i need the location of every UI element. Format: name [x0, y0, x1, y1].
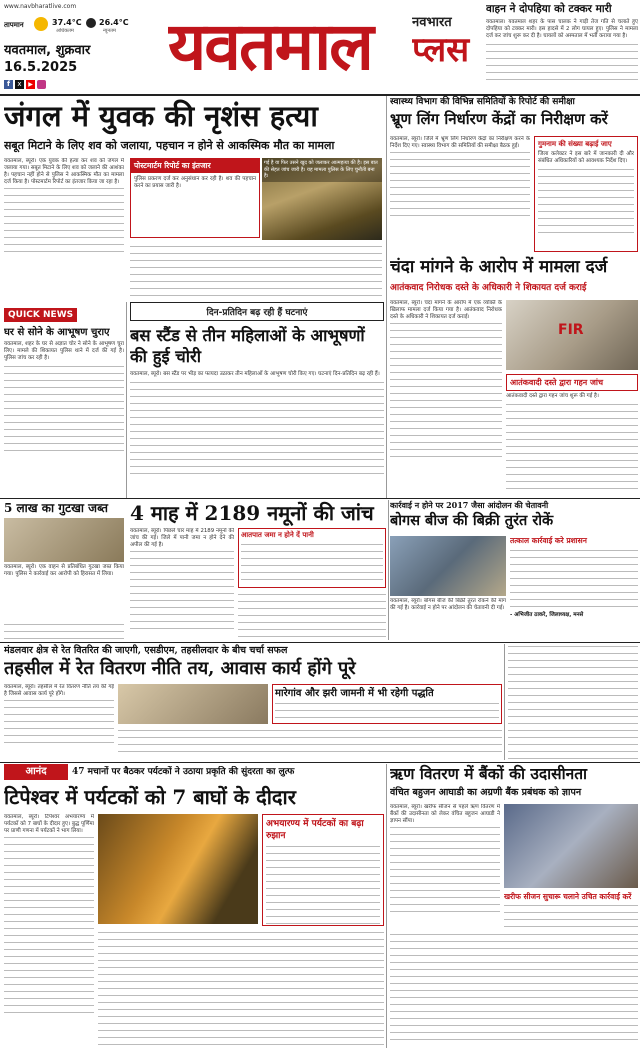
sand-callout	[272, 684, 502, 724]
bogus-quote-box	[510, 536, 638, 638]
top-right-body: यवतमाल। यवतमाल शहर के पास चालक ने गाड़ी तेज गति से चलाते हुए दोपहिया को टक्कर मारी। इस हादसे में 2 लोग घायल हुए। पुलिस ने मामला दर्ज कर जांच शुरू कर दी है। घायलों को अस्पताल में भर्ती कराया गया है।	[486, 19, 638, 40]
edition-date: 16.5.2025	[4, 60, 78, 75]
bus-story	[130, 302, 384, 498]
samples-box-title: आतपात जमा न होने दें पानी	[241, 531, 314, 539]
loan-photo	[504, 804, 638, 888]
bogus-photo	[390, 536, 506, 596]
website-url[interactable]: www.navbharatlive.com	[4, 3, 77, 10]
anand-box-title: अभयारण्य में पर्यटकों का बढ़ा रुझान	[266, 819, 364, 841]
loan-body: यवतमाल, ब्यूरो। खरीफ सीजन से पहले ऋण वितरण में बैंकों की उदासीनता को लेकर वंचित बहुजन आघाडी ने ज्ञापन सौंपा।	[390, 804, 500, 928]
sand-photo	[118, 684, 268, 724]
moon-icon	[86, 18, 96, 28]
sand-story	[4, 644, 502, 760]
quick-news-label: QUICK NEWS	[4, 308, 77, 322]
chanda-story	[390, 256, 638, 498]
temp-min-label: न्यूनतम	[103, 28, 116, 34]
temp-max-label: अधिकतम	[56, 28, 74, 34]
bogus-quote-title: तत्काल कार्रवाई करे प्रशासन	[510, 536, 587, 545]
health-headline: भ्रूण लिंग निर्धारण केंद्रों का निरीक्षण करें	[390, 110, 608, 128]
brand-top: नवभारत	[412, 15, 452, 30]
temp-max: 37.4°C	[52, 18, 82, 27]
lead-subhead: सबूत मिटाने के लिए शव को जलाया, पहचान न होने से आकस्मिक मौत का मामला	[4, 139, 335, 152]
chanda-headline: चंदा मांगने के आरोप में मामला दर्ज	[390, 257, 608, 277]
anand-headline: टिपेश्वर में पर्यटकों को 7 बाघों के दीदार	[4, 785, 296, 809]
anand-label: आनंद	[4, 764, 68, 780]
tiger-photo	[98, 814, 258, 924]
brand-bottom: प्लस	[412, 30, 470, 70]
top-right-story	[486, 2, 638, 96]
health-body: यवतमाल, ब्यूरो। जिले में भ्रूण लिंग निर्धारण केंद्रों का निरीक्षण करने के निर्देश दिए गए। स्वास्थ्य विभाग की समितियों की समीक्षा बैठक हुई।	[390, 136, 530, 254]
chanda-side-box	[506, 374, 638, 496]
samples-headline: 4 माह में 2189 नमूनों की जांच	[130, 501, 374, 525]
postmortem-box	[130, 158, 260, 238]
instagram-icon[interactable]	[37, 80, 46, 89]
social-icons	[4, 80, 64, 90]
loan-headline: ऋण वितरण में बैंकों की उदासीनता	[390, 764, 588, 783]
fir-label: FIR	[558, 322, 584, 338]
bogus-body: यवतमाल, ब्यूरो। बोगस बीज की बिक्री तुरंत रोकने की मांग की गई है। कार्रवाई न होने पर आंदोलन की चेतावनी दी गई।	[390, 598, 506, 612]
loan-story	[390, 764, 638, 1048]
bogus-kicker: कार्रवाई न होने पर 2017 जैसा आंदोलन की चेतावनी	[390, 500, 549, 510]
health-side-body: जिला कलेक्टर ने इस बारे में जानकारी दी और संबंधित अधिकारियों को आवश्यक निर्देश दिए।	[538, 151, 634, 165]
chanda-subhead: आतंकवाद निरोधक दस्ते के अधिकारी ने शिकायत दर्ज कराई	[390, 283, 587, 293]
sun-icon	[34, 17, 48, 31]
city-day: यवतमाल, शुक्रवार	[4, 43, 91, 58]
temp-min: 26.4°C	[99, 18, 129, 27]
gutkha-body: यवतमाल, ब्यूरो। एक वाहन से प्रतिबंधित गुटखा जब्त किया गया। पुलिस ने कार्रवाई कर आरोपी को हिरासत में लिया।	[4, 564, 124, 578]
sand-kicker: मंडलवार क्षेत्र से रेत वितरित की जाएगी, एसडीएम, तहसीलदार के बीच चर्चा सफल	[4, 645, 288, 656]
top-right-headline: वाहन ने दोपहिया को टक्कर मारी	[486, 3, 612, 15]
masthead-title: यवतमाल	[168, 7, 372, 85]
lead-photo	[262, 158, 382, 240]
anand-body-1: यवतमाल, ब्यूरो। टिपेश्वर अभयारण्य में पर्यटकों को 7 बाघों के दीदार हुए। बुद्ध पूर्णिमा पर प्राणी गणना में पर्यटकों ने भाग लिया।	[4, 814, 94, 1046]
samples-box	[238, 528, 386, 588]
chanda-side-body: आतंकवादी दस्ते द्वारा गहन जांच शुरू की गई है।	[506, 393, 599, 399]
postmortem-box-body: पुलिस प्रकरण दर्ज कर अनुसंधान कर रही है। शव की पहचान करने का प्रयास जारी है।	[134, 176, 256, 190]
bus-story-body: यवतमाल, ब्यूरो। बस स्टैंड पर भीड़ का फायदा उठाकर तीन महिलाओं के आभूषण चोरी किए गए। घटनाएं दिन-प्रतिदिन बढ़ रही हैं।	[130, 371, 380, 377]
sand-headline: तहसील में रेत वितरण नीति तय, आवास कार्य होंगे पूरे	[4, 658, 356, 679]
bogus-headline: बोगस बीज की बिक्री तुरंत रोकें	[390, 512, 554, 529]
postmortem-box-title: पोस्टमार्टम रिपोर्ट का इंतजार	[131, 159, 259, 173]
loan-subhead: वंचित बहुजन आघाडी का अग्रणी बैंक प्रबंधक को ज्ञापन	[390, 787, 582, 798]
chanda-side-title: आतंकवादी दस्ते द्वारा गहन जांच	[506, 374, 638, 391]
bogus-quote-name: - अभिजीत ठाकरे, जिलाध्यक्ष, मनसे	[510, 612, 584, 618]
health-kicker: स्वास्थ्य विभाग की विभिन्न समितियों के रिपोर्ट की समीक्षा	[390, 97, 575, 107]
health-story	[390, 96, 638, 256]
bus-story-headline: बस स्टैंड से तीन महिलाओं के आभूषणों की हुई चोरी	[130, 326, 365, 366]
loan-callout-title: खरीफ सीजन सुचारू चलाने उचित कार्रवाई करें	[504, 892, 632, 901]
gutkha-story	[4, 500, 124, 620]
sand-callout-text: मारेगांव और झरी जामनी में भी रहेगी पद्धति	[275, 688, 434, 699]
x-icon[interactable]: x	[15, 80, 24, 89]
loan-callout	[504, 892, 638, 928]
gutkha-photo	[4, 518, 124, 562]
bogus-story	[390, 500, 638, 640]
youtube-icon[interactable]: ▶	[26, 80, 35, 89]
sand-body: यवतमाल, ब्यूरो। तहसील में रेत वितरण नीति तय की गई है जिससे आवास कार्य पूरे होंगे।	[4, 684, 114, 760]
lead-photo-caption: गई है या फिर उसने खुद को जलाकर आत्महत्या की है। इस बात की सेहत जांच जारी है। यह मामला पुलिस के लिए चुनौती बना है।	[262, 158, 382, 182]
lead-headline: जंगल में युवक की नृशंस हत्या	[4, 99, 318, 133]
chanda-body: यवतमाल, ब्यूरो। चंदा मांगने के आरोप में एक व्यक्ति के खिलाफ मामला दर्ज किया गया है। आतंकवाद निरोधक दस्ते के अधिकारी ने शिकायत दर्ज कराई।	[390, 300, 502, 496]
bus-story-kicker: दिन-प्रतिदिन बढ़ रही हैं घटनाएं	[130, 302, 384, 321]
weather-label: तापमान	[4, 21, 24, 29]
weather-box	[4, 17, 164, 35]
samples-body: यवतमाल, ब्यूरो। पिछले चार माह में 2189 नमूनों की जांच की गई। जिले में पानी जमा न होने देने की अपील की गई है।	[130, 528, 234, 638]
health-side-box	[534, 136, 638, 252]
quick-news	[4, 302, 124, 498]
health-side-title: गुमनाम की संख्या बढ़ाई जाए	[538, 140, 612, 148]
anand-kicker: 47 मचानों पर बैठकर पर्यटकों ने उठाया प्रकृति की सुंदरता का लुत्फ	[72, 767, 295, 777]
quick-news-item1-body: यवतमाल, शहर के घर से अज्ञात चोर ने सोने के आभूषण चुरा लिए। मामले की शिकायत पुलिस थाने में दर्ज की गई है। पुलिस जांच कर रही है।	[4, 341, 124, 362]
facebook-icon[interactable]: f	[4, 80, 13, 89]
fir-photo	[506, 300, 638, 370]
anand-box	[262, 814, 384, 926]
samples-story	[130, 500, 386, 640]
brand-logo	[412, 12, 480, 82]
lead-body: यवतमाल, ब्यूरो। एक युवक की हत्या कर शव को जंगल में जलाया गया। सबूत मिटाने के लिए शव को जलाने की आशंका है। पहचान नहीं होने से पुलिस ने आकस्मिक मौत का मामला दर्ज किया है। पोस्टमार्टम रिपोर्ट का इंतजार किया जा रहा है।	[4, 158, 124, 278]
anand-section	[4, 764, 384, 1048]
quick-news-item1-title: घर से सोने के आभूषण चुराए	[4, 327, 110, 338]
gutkha-headline: 5 लाख का गुटखा जब्त	[4, 501, 109, 515]
